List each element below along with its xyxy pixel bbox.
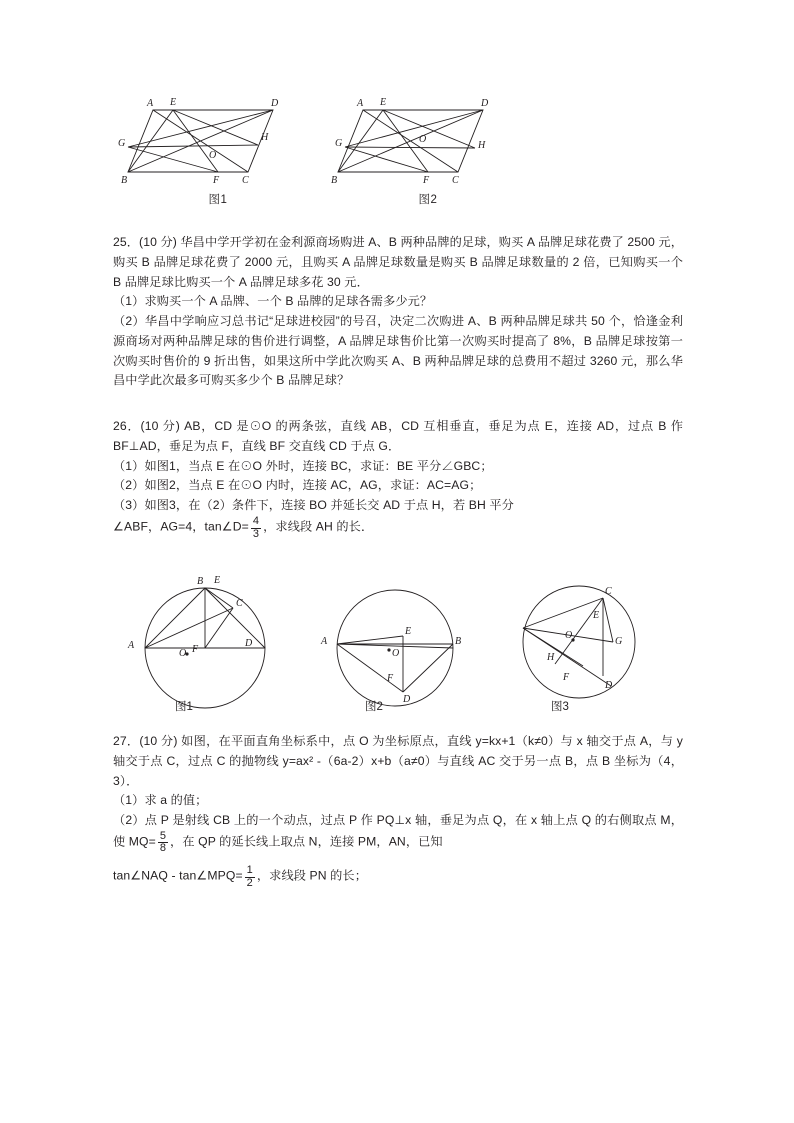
q27-item-2-line2 [113, 865, 683, 889]
figure-2-caption: 图2 [418, 194, 438, 206]
svg-text:B: B [197, 576, 204, 588]
svg-text:B: B [455, 636, 462, 648]
svg-text:A: A [357, 98, 364, 109]
q27-item-2 [113, 811, 683, 855]
q26-item-1: （1）如图1，当点 E 在⊙O 外时，连接 BC，求证：BE 平分∠GBC； [113, 458, 493, 473]
question-26 [113, 417, 683, 540]
q27-stem: 27．(10 分) 如图，在平面直角坐标系中，点 O 为坐标原点，直线 y=kx+1（k≠0）与 x 轴交于点 A，与 y 轴交于点 C，过点 C 的抛物线 y=ax² -（6a-2）x+b（a≠0）与直线 AC 交于另一点 B，点 B 坐标为（4，3）． [113, 734, 683, 788]
svg-text:D: D [481, 98, 489, 109]
figure-1-caption: 图1 [208, 194, 228, 206]
svg-text:F: F [387, 673, 394, 685]
q26-figure-1-caption: 图1 [175, 701, 193, 714]
q26-figure-1-circle [113, 556, 303, 716]
q26-figure-2-caption: 图2 [365, 701, 383, 714]
q26-figure-3-circle [493, 556, 683, 716]
svg-text:E: E [405, 626, 412, 638]
svg-text:F: F [213, 175, 220, 186]
document-content [113, 90, 683, 889]
q25-item-1: （1）求购买一个 A 品牌、一个 B 品牌的足球各需多少元？ [113, 294, 433, 309]
svg-text:D: D [245, 638, 253, 650]
q26-figure-3-container [493, 556, 683, 716]
svg-text:O: O [179, 648, 187, 660]
q26-item-3-line2 [113, 516, 683, 540]
figure-2-parallelogram [323, 90, 533, 190]
svg-text:E: E [593, 610, 600, 622]
svg-text:G: G [335, 138, 343, 149]
q26-figure-2-circle [303, 556, 493, 716]
svg-text:E: E [214, 575, 221, 587]
svg-text:C: C [242, 175, 249, 186]
question-27 [113, 732, 683, 889]
q26-figure-2-container [303, 556, 493, 716]
svg-text:O: O [565, 630, 573, 642]
q27-item-2-part-d: ，求线段 PN 的长； [256, 868, 367, 883]
q26-stem: 26．(10 分) AB，CD 是⊙O 的两条弦，直线 AB，CD 互相垂直，垂足为点 E，连接 AD，过点 B 作 BF⊥AD，垂足为点 F，直线 BF 交直线 CD 于点 G． [113, 419, 683, 453]
q26-item-3 [113, 496, 683, 516]
svg-text:G: G [615, 636, 623, 648]
svg-text:E: E [380, 97, 387, 108]
svg-text:B: B [331, 175, 338, 186]
svg-text:F: F [563, 672, 570, 684]
figure-1-parallelogram [113, 90, 323, 190]
svg-text:H: H [547, 652, 555, 664]
q25-item-2: （2）华昌中学响应习总书记“足球进校园”的号召，决定二次购进 A、B 两种品牌足球共 50 个，恰逢金利源商场对两种品牌足球的售价进行调整，A 品牌足球售价比第一次购买时提高了 8%，B 品牌足球按第一次购买时售价的 9 折出售，如果这所中学此次购买 A、B 两种品牌足球的总费用不超过 3260 元，那么华昌中学此次最多可购买多少个 B 品牌足球？ [113, 314, 683, 388]
svg-text:A: A [147, 98, 154, 109]
svg-text:E: E [170, 97, 177, 108]
q27-item-2-part-a: （2）点 P 是射线 CB 上的一个动点，过点 P 作 PQ⊥x 轴，垂足为点 Q，在 x 轴上点 Q 的右侧取点 M，使 MQ= [113, 813, 683, 849]
figure-1-container [113, 90, 323, 207]
q26-item-3-part-b: ∠ABF，AG=4，tan∠D= [113, 519, 249, 534]
svg-text:O: O [209, 150, 217, 161]
q27-item-2-part-c: tan∠NAQ - tan∠MPQ= [113, 868, 243, 883]
q26-item-3-part-c: ，求线段 AH 的长． [263, 519, 374, 534]
svg-text:D: D [403, 694, 411, 706]
svg-text:D: D [605, 680, 613, 692]
svg-text:C: C [236, 598, 243, 610]
q26-figures [113, 556, 683, 716]
q26-item-3-part-a: （3）如图3，在（2）条件下，连接 BO 并延长交 AD 于点 H，若 BH 平分 [113, 498, 514, 513]
svg-text:O: O [392, 648, 400, 660]
q26-fraction: $\frac{4}{3}$ [252, 514, 260, 540]
svg-text:B: B [121, 175, 128, 186]
svg-text:F: F [192, 644, 199, 656]
svg-text:C: C [605, 586, 612, 598]
question-25 [113, 233, 683, 391]
svg-text:A: A [128, 640, 135, 652]
q26-figure-3-caption: 图3 [551, 701, 569, 714]
q25-stem: 25．(10 分) 华昌中学开学初在金利源商场购进 A、B 两种品牌的足球，购买 A 品牌足球花费了 2500 元，购买 B 品牌足球花费了 2000 元，且购买 A 品牌足球数量是购买 B 品牌足球数量的 2 倍，已知购买一个 B 品牌足球比购买一个 A 品牌足球多花 30 元． [113, 235, 683, 289]
q27-item-1: （1）求 a 的值； [113, 793, 208, 808]
svg-text:H: H [261, 132, 269, 143]
svg-text:A: A [321, 636, 328, 648]
svg-text:G: G [118, 138, 126, 149]
svg-text:F: F [423, 175, 430, 186]
q26-figure-1-container [113, 556, 303, 716]
q27-fraction-1: $\frac{5}{8}$ [159, 829, 167, 855]
q27-item-2-part-b: ，在 QP 的延长线上取点 N，连接 PM，AN，已知 [170, 834, 443, 849]
q27-fraction-2: $\frac{1}{2}$ [246, 863, 253, 889]
svg-text:H: H [478, 140, 486, 151]
svg-text:D: D [271, 98, 279, 109]
q26-item-2: （2）如图2，当点 E 在⊙O 内时，连接 AC，AG，求证：AC=AG； [113, 478, 482, 493]
top-figures [113, 90, 683, 207]
svg-text:O: O [419, 134, 427, 145]
svg-text:C: C [452, 175, 459, 186]
figure-2-container [323, 90, 533, 207]
